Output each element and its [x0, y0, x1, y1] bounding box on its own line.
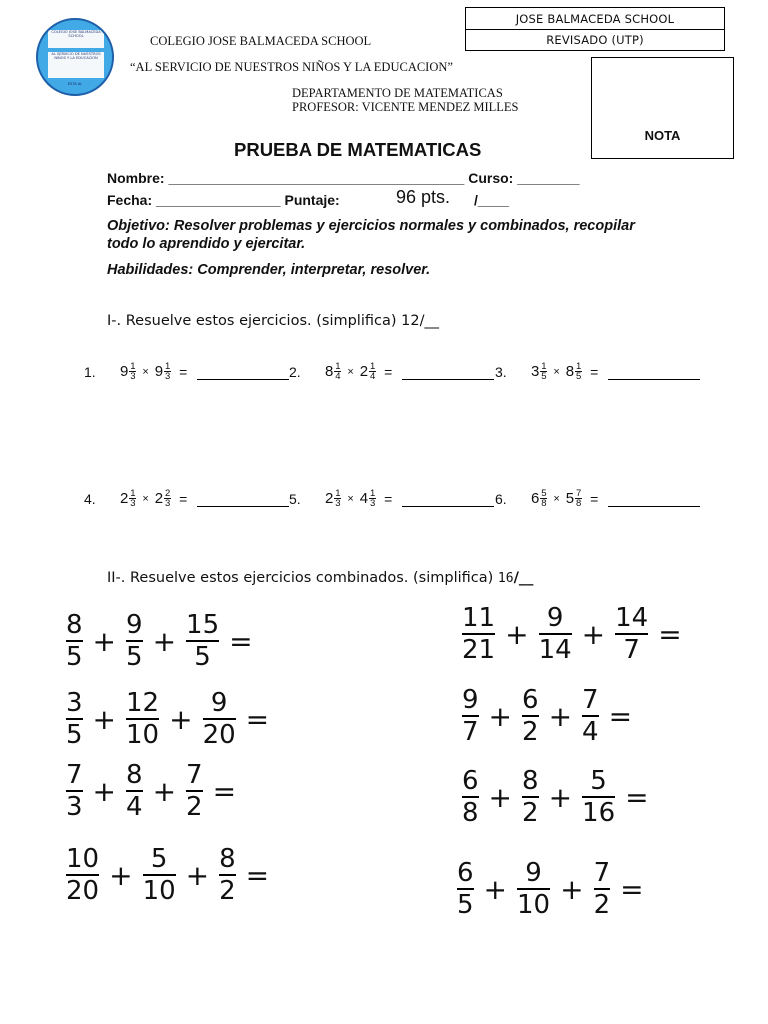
plus-sign: +: [581, 617, 606, 651]
equals-sign: =: [179, 490, 188, 507]
denominator: 7: [462, 717, 479, 747]
denominator: 5: [541, 371, 547, 382]
numerator: 7: [593, 858, 611, 888]
denominator: 2: [219, 876, 236, 906]
numerator: 6: [462, 766, 479, 796]
numerator: 2: [164, 488, 171, 499]
exercise-4: [84, 489, 289, 508]
school-logo: [36, 18, 114, 96]
denominator: 2: [522, 798, 539, 828]
answer-line: [197, 363, 289, 380]
objective: Objetivo: Resolver problemas y ejercicios normales y combinados, recopilar todo lo aprendido y ejercitar.: [107, 218, 635, 252]
expression-right-2: [460, 687, 640, 745]
exercise-2: [289, 362, 494, 381]
exercise-5: [289, 489, 494, 508]
box-school: JOSE BALMACEDA SCHOOL: [465, 7, 725, 30]
numerator: 9: [126, 610, 143, 640]
fraction: [613, 605, 650, 663]
score-blank: /____: [474, 192, 510, 208]
denominator: 20: [66, 876, 100, 906]
plus-sign: +: [92, 624, 117, 658]
teacher: PROFESOR: VICENTE MENDEZ MILLES: [292, 100, 519, 114]
fraction: [575, 362, 582, 381]
logo-text-bottom: AL SERVICIO DE NUESTROS NIÑOS Y LA EDUCACION: [48, 52, 104, 78]
plus-sign: +: [548, 699, 573, 733]
date-field: Fecha: ________________ Puntaje:: [107, 192, 340, 208]
denominator: 3: [369, 498, 376, 509]
expression-right-1: [460, 605, 690, 663]
times-sign: ×: [142, 365, 149, 378]
exercise-6: [495, 489, 700, 508]
equals-sign: =: [384, 490, 393, 507]
denominator: 4: [582, 717, 599, 747]
plus-sign: +: [152, 624, 177, 658]
exercise-number: 1.: [84, 363, 96, 380]
fraction: [592, 860, 613, 918]
numerator: 8: [66, 610, 83, 640]
section1-heading: I-. Resuelve estos ejercicios. (simplifica) 12/__: [107, 313, 439, 329]
fraction: [369, 489, 376, 508]
plus-sign: +: [109, 858, 133, 892]
numerator: 8: [126, 760, 143, 790]
name-course-field: Nombre: ______________________________________ Curso: ________: [107, 170, 580, 186]
plus-sign: +: [505, 617, 529, 651]
denominator: 3: [164, 498, 171, 509]
equals-sign: =: [625, 780, 649, 814]
expression-right-4: [455, 860, 652, 918]
whole-number: 2: [325, 490, 334, 507]
fraction: [129, 489, 136, 508]
mixed-number-a: [325, 362, 341, 381]
denominator: 3: [335, 498, 341, 509]
whole-number: 2: [154, 490, 164, 507]
denominator: 3: [130, 498, 136, 509]
denominator: 4: [335, 371, 341, 382]
equals-sign: =: [179, 363, 188, 380]
mixed-number-b: [566, 489, 582, 508]
fraction: [580, 768, 617, 826]
fraction: [460, 768, 481, 826]
fraction: [580, 687, 601, 745]
denominator: 5: [194, 642, 211, 672]
fraction: [460, 605, 497, 663]
plus-sign: +: [488, 699, 513, 733]
answer-line: [608, 363, 700, 380]
section2-score-blank: /__: [513, 570, 534, 586]
numerator: 6: [522, 685, 539, 715]
fraction: [334, 489, 341, 508]
denominator: 3: [164, 371, 171, 382]
numerator: 9: [462, 685, 479, 715]
numerator: 7: [575, 488, 582, 499]
mixed-number-b: [360, 362, 376, 381]
times-sign: ×: [553, 365, 560, 378]
times-sign: ×: [553, 492, 560, 505]
times-sign: ×: [142, 492, 149, 505]
plus-sign: +: [483, 872, 508, 906]
fraction: [141, 846, 178, 904]
fraction: [575, 489, 582, 508]
section2-heading: [107, 570, 533, 586]
school-motto: “AL SERVICIO DE NUESTROS NIÑOS Y LA EDUCACION”: [130, 60, 453, 74]
answer-line: [402, 363, 494, 380]
fraction: [540, 362, 547, 381]
denominator: 5: [66, 720, 83, 750]
school-name: COLEGIO JOSE BALMACEDA SCHOOL: [150, 34, 372, 48]
mixed-number-a: [531, 362, 547, 381]
section2-heading-text: II-. Resuelve estos ejercicios combinados. (simplifica): [107, 570, 494, 586]
denominator: 10: [517, 890, 551, 920]
exercise-number: 5.: [289, 490, 301, 507]
denominator: 8: [541, 498, 547, 509]
whole-number: 6: [531, 490, 540, 507]
whole-number: 9: [120, 363, 129, 380]
times-sign: ×: [347, 365, 354, 378]
plus-sign: +: [169, 702, 193, 736]
equals-sign: =: [245, 702, 270, 736]
fraction: [124, 762, 145, 820]
denominator: 14: [538, 635, 572, 665]
numerator: 7: [186, 760, 203, 790]
numerator: 8: [522, 766, 539, 796]
mixed-number-b: [566, 362, 582, 381]
numerator: 5: [590, 766, 607, 796]
numerator: 1: [164, 361, 171, 372]
grade-label: NOTA: [644, 128, 681, 143]
numerator: 10: [66, 844, 100, 874]
numerator: 9: [546, 603, 564, 633]
whole-number: 2: [359, 363, 369, 380]
logo-footer: ESTA AL: [67, 82, 83, 86]
numerator: 5: [541, 488, 547, 499]
fraction: [217, 846, 238, 904]
denominator: 4: [369, 371, 376, 382]
plus-sign: +: [185, 858, 210, 892]
numerator: 9: [525, 858, 542, 888]
whole-number: 9: [154, 363, 164, 380]
mixed-number-a: [531, 489, 547, 508]
denominator: 10: [126, 720, 160, 750]
numerator: 6: [457, 858, 474, 888]
fraction: [369, 362, 376, 381]
denominator: 4: [126, 792, 143, 822]
expression-right-3: [460, 768, 657, 826]
denominator: 21: [462, 635, 496, 665]
equals-sign: =: [590, 363, 599, 380]
expression-left-4: [64, 846, 277, 904]
exercise-number: 6.: [495, 490, 507, 507]
answer-line: [402, 490, 494, 507]
denominator: 5: [126, 642, 143, 672]
denominator: 10: [142, 876, 176, 906]
equals-sign: =: [384, 363, 393, 380]
fraction: [64, 690, 85, 748]
plus-sign: +: [152, 774, 177, 808]
denominator: 7: [623, 635, 640, 665]
equals-sign: =: [229, 624, 253, 658]
equals-sign: =: [608, 699, 633, 733]
expression-left-2: [64, 690, 277, 748]
numerator: 7: [582, 685, 599, 715]
plus-sign: +: [548, 780, 573, 814]
fraction: [520, 687, 541, 745]
fraction: [520, 768, 541, 826]
answer-line: [197, 490, 289, 507]
fraction: [164, 489, 171, 508]
fraction: [64, 612, 85, 670]
expression-left-3: [64, 762, 244, 820]
equals-sign: =: [245, 858, 270, 892]
denominator: 5: [575, 371, 582, 382]
fraction: [537, 605, 574, 663]
exercise-number: 3.: [495, 363, 507, 380]
whole-number: 2: [120, 490, 129, 507]
plus-sign: +: [92, 774, 117, 808]
fraction: [540, 489, 547, 508]
denominator: 8: [575, 498, 582, 509]
fraction: [184, 762, 205, 820]
plus-sign: +: [488, 780, 513, 814]
denominator: 16: [582, 798, 616, 828]
page-title: PRUEBA DE MATEMATICAS: [234, 139, 482, 160]
fraction: [460, 687, 481, 745]
denominator: 5: [457, 890, 474, 920]
numerator: 12: [126, 688, 160, 718]
denominator: 2: [522, 717, 539, 747]
whole-number: 5: [565, 490, 575, 507]
denominator: 3: [130, 371, 136, 382]
skills: Habilidades: Comprender, interpretar, resolver.: [107, 262, 431, 278]
score-value: 96 pts.: [396, 187, 451, 207]
denominator: 5: [66, 642, 83, 672]
fraction: [455, 860, 476, 918]
mixed-number-a: [120, 489, 136, 508]
denominator: 2: [186, 792, 203, 822]
fraction: [164, 362, 171, 381]
fraction: [129, 362, 136, 381]
times-sign: ×: [347, 492, 354, 505]
numerator: 1: [369, 488, 376, 499]
numerator: 11: [462, 603, 496, 633]
grade-box: [591, 57, 734, 159]
mixed-number-b: [360, 489, 376, 508]
mixed-number-a: [120, 362, 136, 381]
denominator: 3: [66, 792, 83, 822]
fraction: [64, 762, 85, 820]
mixed-number-b: [155, 489, 171, 508]
fraction: [64, 846, 101, 904]
fraction: [201, 690, 238, 748]
whole-number: 4: [359, 490, 369, 507]
denominator: 8: [462, 798, 479, 828]
expression-left-1: [64, 612, 261, 670]
numerator: 5: [150, 844, 168, 874]
numerator: 7: [66, 760, 83, 790]
equals-sign: =: [590, 490, 599, 507]
numerator: 15: [186, 610, 220, 640]
denominator: 2: [593, 890, 611, 920]
numerator: 1: [335, 361, 341, 372]
numerator: 1: [541, 361, 547, 372]
numerator: 1: [130, 488, 136, 499]
equals-sign: =: [212, 774, 237, 808]
fraction: [124, 612, 145, 670]
whole-number: 8: [565, 363, 575, 380]
numerator: 14: [615, 603, 649, 633]
numerator: 9: [210, 688, 228, 718]
denominator: 20: [202, 720, 236, 750]
logo-text-top: COLEGIO JOSE BALMACEDA SCHOOL: [48, 30, 104, 48]
fraction: [334, 362, 341, 381]
answer-line: [608, 490, 700, 507]
numerator: 3: [66, 688, 83, 718]
numerator: 1: [130, 361, 136, 372]
exercise-number: 4.: [84, 490, 96, 507]
box-review: REVISADO (UTP): [465, 29, 725, 51]
equals-sign: =: [658, 617, 682, 651]
whole-number: 3: [531, 363, 540, 380]
whole-number: 8: [325, 363, 334, 380]
numerator: 1: [575, 361, 582, 372]
department: DEPARTAMENTO DE MATEMATICAS: [292, 86, 503, 100]
mixed-number-a: [325, 489, 341, 508]
section2-score: 16: [497, 571, 514, 586]
mixed-number-b: [155, 362, 171, 381]
fraction: [184, 612, 221, 670]
plus-sign: +: [560, 872, 584, 906]
exercise-1: [84, 362, 289, 381]
exercise-3: [495, 362, 700, 381]
numerator: 1: [369, 361, 376, 372]
plus-sign: +: [92, 702, 117, 736]
fraction: [124, 690, 161, 748]
equals-sign: =: [620, 872, 644, 906]
numerator: 8: [219, 844, 236, 874]
exercise-number: 2.: [289, 363, 301, 380]
numerator: 1: [335, 488, 341, 499]
fraction: [515, 860, 552, 918]
